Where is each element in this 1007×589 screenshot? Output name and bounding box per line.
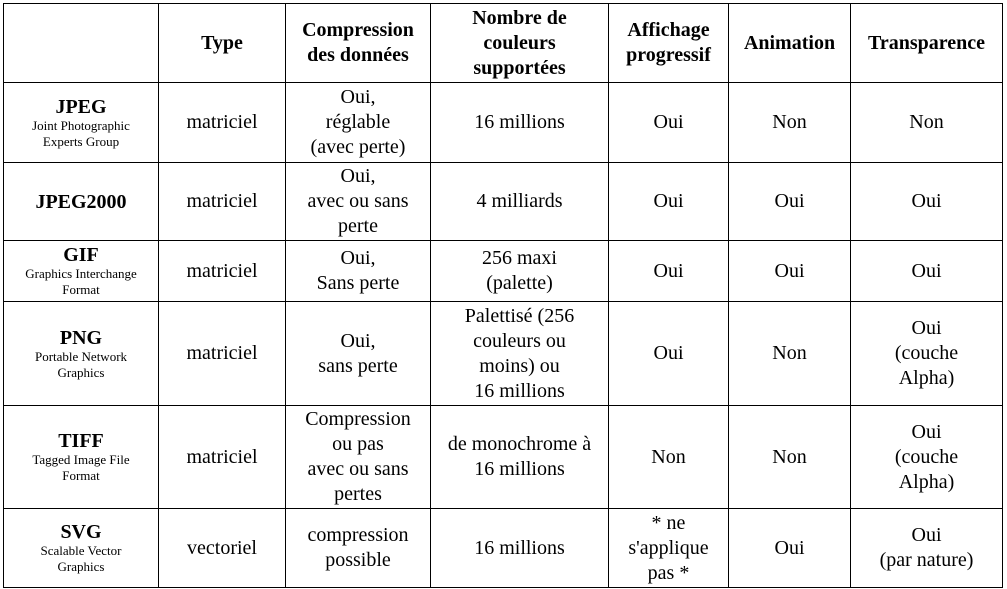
table-row — [4, 241, 1003, 302]
colors-cell: 256 maxi (palette) — [431, 241, 609, 302]
format-name: SVG — [60, 521, 102, 543]
type-cell: matriciel — [159, 83, 286, 163]
format-full-name: Portable Network Graphics — [34, 348, 128, 380]
animation-cell: Non — [729, 83, 851, 163]
progressive-cell: * ne s'applique pas * — [609, 509, 729, 588]
format-name: PNG — [59, 326, 103, 349]
progressive-cell: Oui — [609, 241, 729, 302]
type-cell: matriciel — [159, 302, 286, 406]
progressive-cell: Oui — [609, 83, 729, 163]
colors-cell: 16 millions — [431, 83, 609, 163]
animation-cell: Non — [729, 302, 851, 406]
compression-cell: Oui, sans perte — [286, 302, 431, 406]
animation-cell: Oui — [729, 163, 851, 241]
animation-cell: Non — [729, 406, 851, 509]
header-type: Type — [159, 4, 286, 83]
format-cell — [4, 241, 159, 302]
colors-cell: 4 milliards — [431, 163, 609, 241]
progressive-cell: Oui — [609, 302, 729, 406]
format-name: GIF — [63, 244, 99, 266]
compression-cell: compression possible — [286, 509, 431, 588]
transparency-cell: Non — [851, 83, 1003, 163]
format-cell — [4, 406, 159, 509]
header-compression: Compression des données — [286, 4, 431, 83]
progressive-cell: Oui — [609, 163, 729, 241]
format-name: JPEG2000 — [35, 190, 127, 213]
table-row — [4, 163, 1003, 241]
format-cell — [4, 509, 159, 588]
image-format-comparison-table — [3, 3, 1003, 588]
table-row — [4, 83, 1003, 163]
format-name: JPEG — [55, 95, 107, 118]
format-cell — [4, 163, 159, 241]
table-row — [4, 302, 1003, 406]
type-cell: matriciel — [159, 241, 286, 302]
animation-cell: Oui — [729, 241, 851, 302]
colors-cell: de monochrome à 16 millions — [431, 406, 609, 509]
table-row — [4, 406, 1003, 509]
colors-cell: Palettisé (256 couleurs ou moins) ou 16 millions — [431, 302, 609, 406]
transparency-cell: Oui (par nature) — [851, 509, 1003, 588]
format-full-name: Graphics Interchange Format — [25, 266, 137, 297]
format-full-name: Tagged Image File Format — [32, 452, 130, 483]
table-row — [4, 509, 1003, 588]
compression-cell: Oui, réglable (avec perte) — [286, 83, 431, 163]
compression-cell: Compression ou pas avec ou sans pertes — [286, 406, 431, 509]
type-cell: matriciel — [159, 163, 286, 241]
format-name: TIFF — [58, 430, 104, 452]
compression-cell: Oui, avec ou sans perte — [286, 163, 431, 241]
format-cell — [4, 302, 159, 406]
transparency-cell: Oui (couche Alpha) — [851, 302, 1003, 406]
transparency-cell: Oui — [851, 163, 1003, 241]
header-animation: Animation — [729, 4, 851, 83]
format-full-name: Joint Photographic Experts Group — [32, 117, 130, 149]
type-cell: matriciel — [159, 406, 286, 509]
header-colors: Nombre de couleurs supportées — [431, 4, 609, 83]
format-full-name: Scalable Vector Graphics — [40, 543, 122, 574]
header-format — [4, 4, 159, 83]
format-cell — [4, 83, 159, 163]
header-progressive: Affichage progressif — [609, 4, 729, 83]
type-cell: vectoriel — [159, 509, 286, 588]
header-transparency: Transparence — [851, 4, 1003, 83]
compression-cell: Oui, Sans perte — [286, 241, 431, 302]
progressive-cell: Non — [609, 406, 729, 509]
header-row — [4, 4, 1003, 83]
transparency-cell: Oui (couche Alpha) — [851, 406, 1003, 509]
transparency-cell: Oui — [851, 241, 1003, 302]
colors-cell: 16 millions — [431, 509, 609, 588]
animation-cell: Oui — [729, 509, 851, 588]
